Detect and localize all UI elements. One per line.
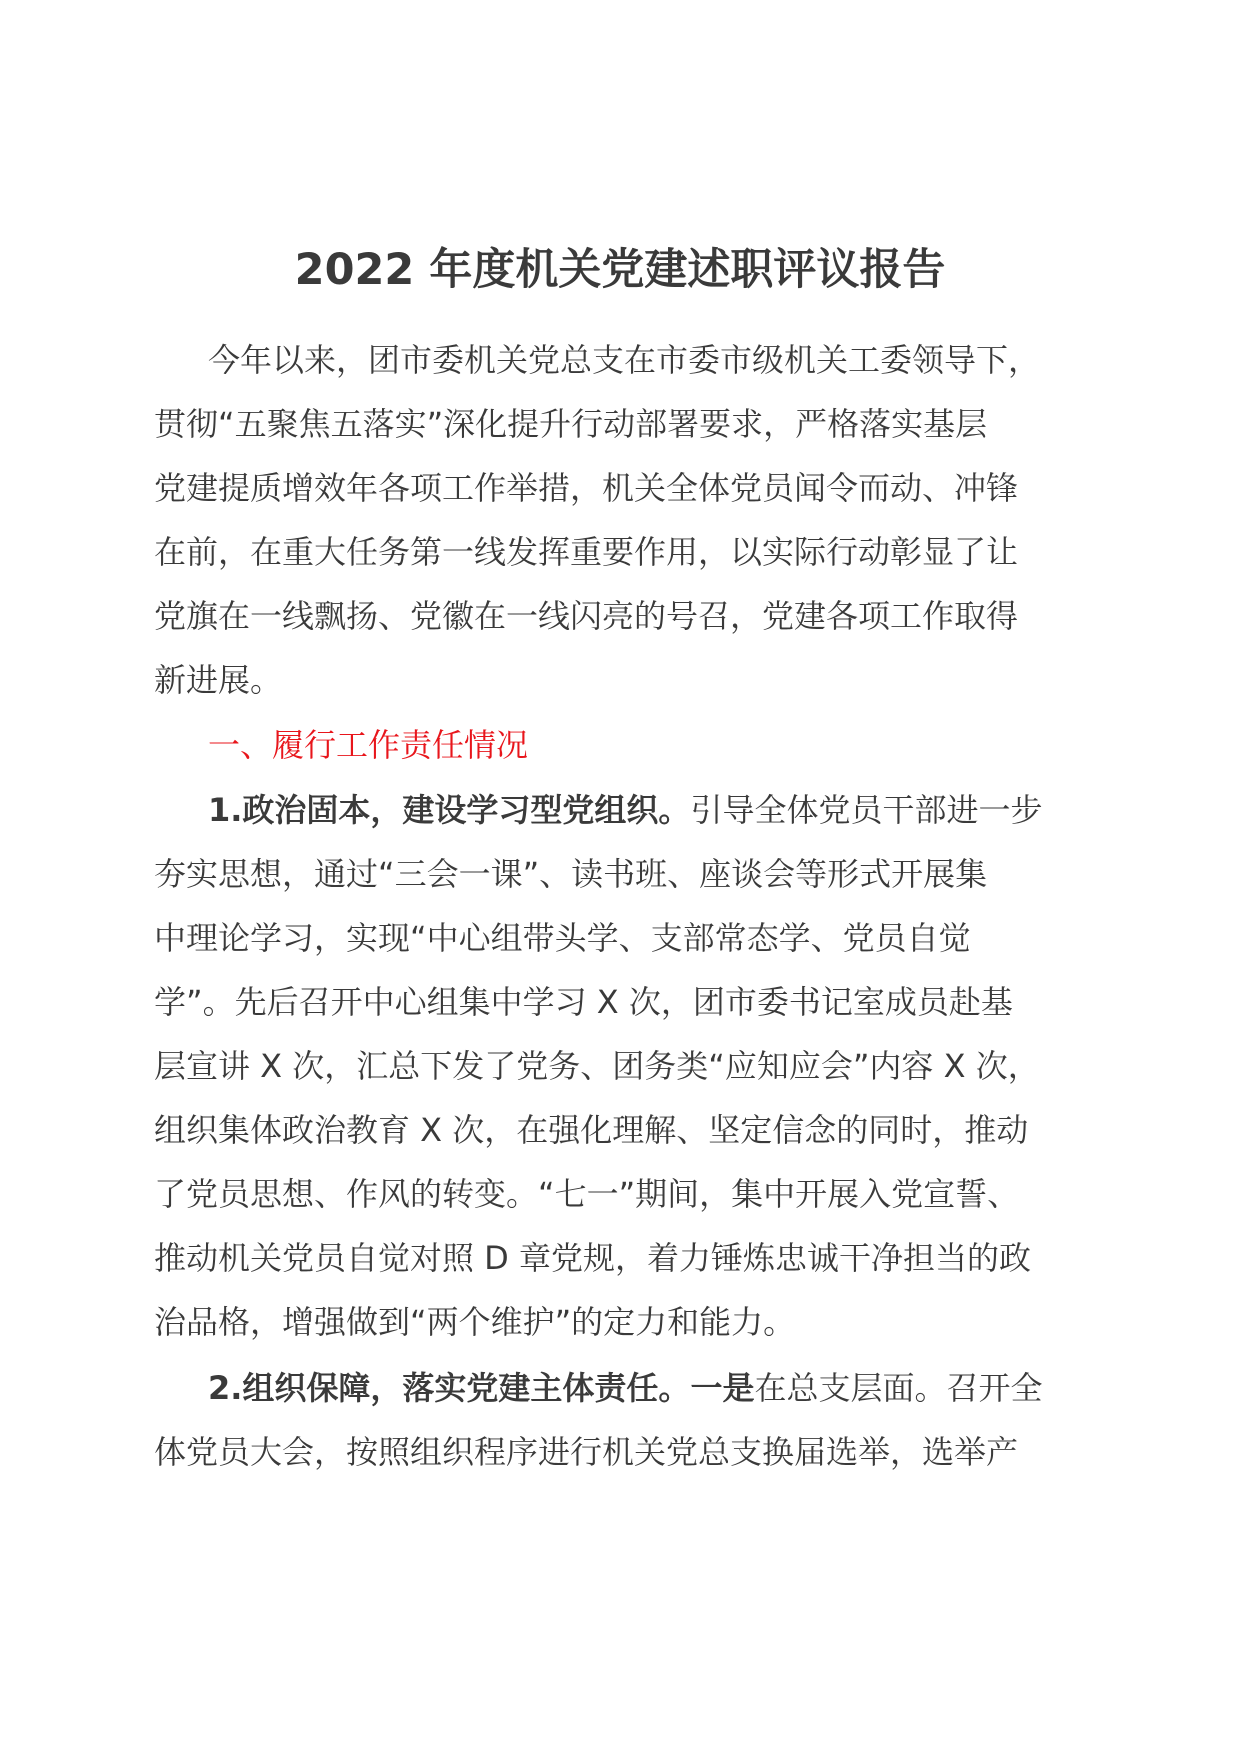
- item1-line-9: 治品格，增强做到“两个维护”的定力和能力。: [154, 1303, 796, 1341]
- intro-line-6: 新进展。: [154, 661, 283, 699]
- item1-line-1-text: 引导全体党员干部进一步: [690, 791, 1043, 829]
- item1-line-5: 层宣讲 X 次，汇总下发了党务、团务类“应知应会”内容 X 次，: [154, 1047, 1040, 1085]
- intro-line-5: 党旗在一线飘扬、党徽在一线闪亮的号召，党建各项工作取得: [154, 597, 1019, 635]
- item1-line-7: 了党员思想、作风的转变。“七一”期间，集中开展入党宣誓、: [154, 1175, 1020, 1213]
- document-title: 2022 年度机关党建述职评议报告: [294, 245, 946, 295]
- item2-line-2: 体党员大会，按照组织程序进行机关党总支换届选举，选举产: [154, 1433, 1019, 1471]
- item1-lead: 1.政治固本，建设学习型党组织。: [208, 791, 691, 829]
- item1-line-3: 中理论学习，实现“中心组带头学、支部常态学、党员自觉: [154, 919, 971, 957]
- item1-line-2: 夯实思想，通过“三会一课”、读书班、座谈会等形式开展集: [154, 855, 988, 893]
- item1-line-4: 学”。先后召开中心组集中学习 X 次，团市委书记室成员赴基: [154, 983, 1013, 1021]
- item2-lead: 2.组织保障，落实党建主体责任。: [208, 1369, 691, 1407]
- intro-line-2: 贯彻“五聚焦五落实”深化提升行动部署要求，严格落实基层: [154, 405, 988, 443]
- item2-line-1: [208, 1366, 1042, 1410]
- section-heading-1: 一、履行工作责任情况: [208, 726, 529, 764]
- item2-line-1-text: 在总支层面。召开全: [754, 1369, 1043, 1407]
- item1-line-6: 组织集体政治教育 X 次，在强化理解、坚定信念的同时，推动: [154, 1111, 1029, 1149]
- item2-lead-2: 一是: [690, 1369, 755, 1407]
- intro-line-1: 今年以来，团市委机关党总支在市委市级机关工委领导下，: [208, 341, 1041, 379]
- item1-line-1: [208, 788, 1042, 832]
- intro-line-3: 党建提质增效年各项工作举措，机关全体党员闻令而动、冲锋: [154, 469, 1019, 507]
- intro-line-4: 在前，在重大任务第一线发挥重要作用，以实际行动彰显了让: [154, 533, 1019, 571]
- item1-line-8: 推动机关党员自觉对照 D 章党规，着力锤炼忠诚干净担当的政: [154, 1239, 1031, 1277]
